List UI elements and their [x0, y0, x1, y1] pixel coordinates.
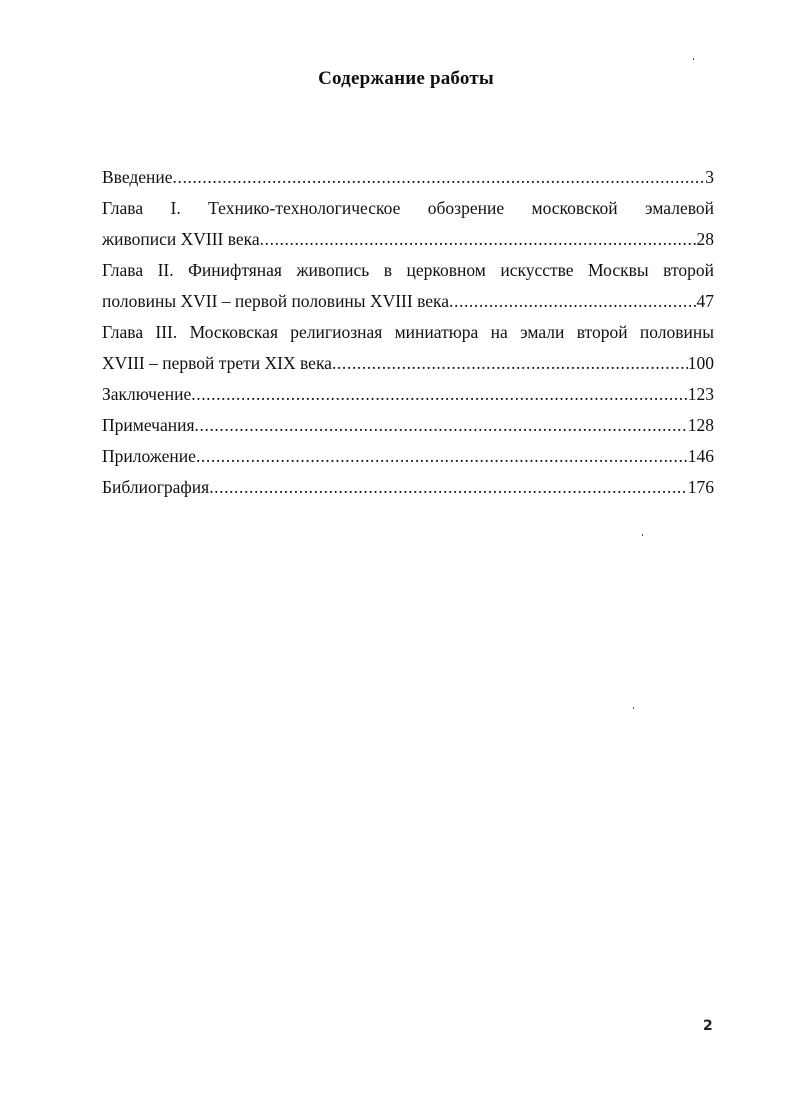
toc-entry-introduction: [102, 162, 714, 193]
toc-entry-appendix: [102, 441, 714, 472]
toc-entry-page: 146: [687, 446, 714, 466]
page-title: Содержание работы: [318, 68, 494, 89]
scan-speck: [693, 58, 694, 60]
toc-entry-notes: [102, 410, 714, 441]
table-of-contents: [102, 162, 714, 503]
toc-entry-chapter-2: [102, 286, 714, 317]
toc-entry-page: 47: [696, 291, 714, 311]
toc-entry-page: 123: [687, 384, 714, 404]
dot-leader: [332, 348, 688, 379]
dot-leader: [449, 286, 696, 317]
toc-entry-label: Введение: [102, 167, 173, 187]
toc-entry-page: 3: [705, 167, 714, 187]
scan-speck: [642, 534, 643, 536]
dot-leader: [191, 379, 688, 410]
dot-leader: [195, 410, 688, 441]
toc-entry-chapter-3: [102, 348, 714, 379]
dot-leader: [173, 162, 706, 193]
toc-entry-page: 176: [687, 477, 714, 497]
scan-speck: [633, 707, 634, 709]
toc-entry-label: XVIII – первой трети XIX века: [102, 353, 332, 373]
toc-entry-label: половины XVII – первой половины XVIII века: [102, 291, 450, 311]
toc-entry-chapter-3-line-1: Глава III. Московская религиозная миниатюра на эмали второй половины: [102, 322, 714, 342]
toc-entry-page: 28: [696, 229, 714, 249]
toc-entry-label: Примечания: [102, 415, 195, 435]
dot-leader: [209, 472, 688, 503]
dot-leader: [260, 224, 697, 255]
toc-entry-label: живописи XVIII века: [102, 229, 260, 249]
page-number: 2: [703, 1018, 713, 1034]
toc-entry-page: 100: [687, 353, 714, 373]
toc-entry-chapter-1: [102, 224, 714, 255]
toc-entry-label: Заключение: [102, 384, 192, 404]
toc-entry-chapter-1-line-1: Глава I. Технико-технологическое обозрение московской эмалевой: [102, 198, 714, 218]
toc-entry-label: Библиография: [102, 477, 210, 497]
dot-leader: [196, 441, 688, 472]
toc-entry-bibliography: [102, 472, 714, 503]
toc-entry-page: 128: [687, 415, 714, 435]
toc-entry-label: Приложение: [102, 446, 196, 466]
toc-entry-conclusion: [102, 379, 714, 410]
toc-entry-chapter-2-line-1: Глава II. Финифтяная живопись в церковном искусстве Москвы второй: [102, 260, 714, 280]
